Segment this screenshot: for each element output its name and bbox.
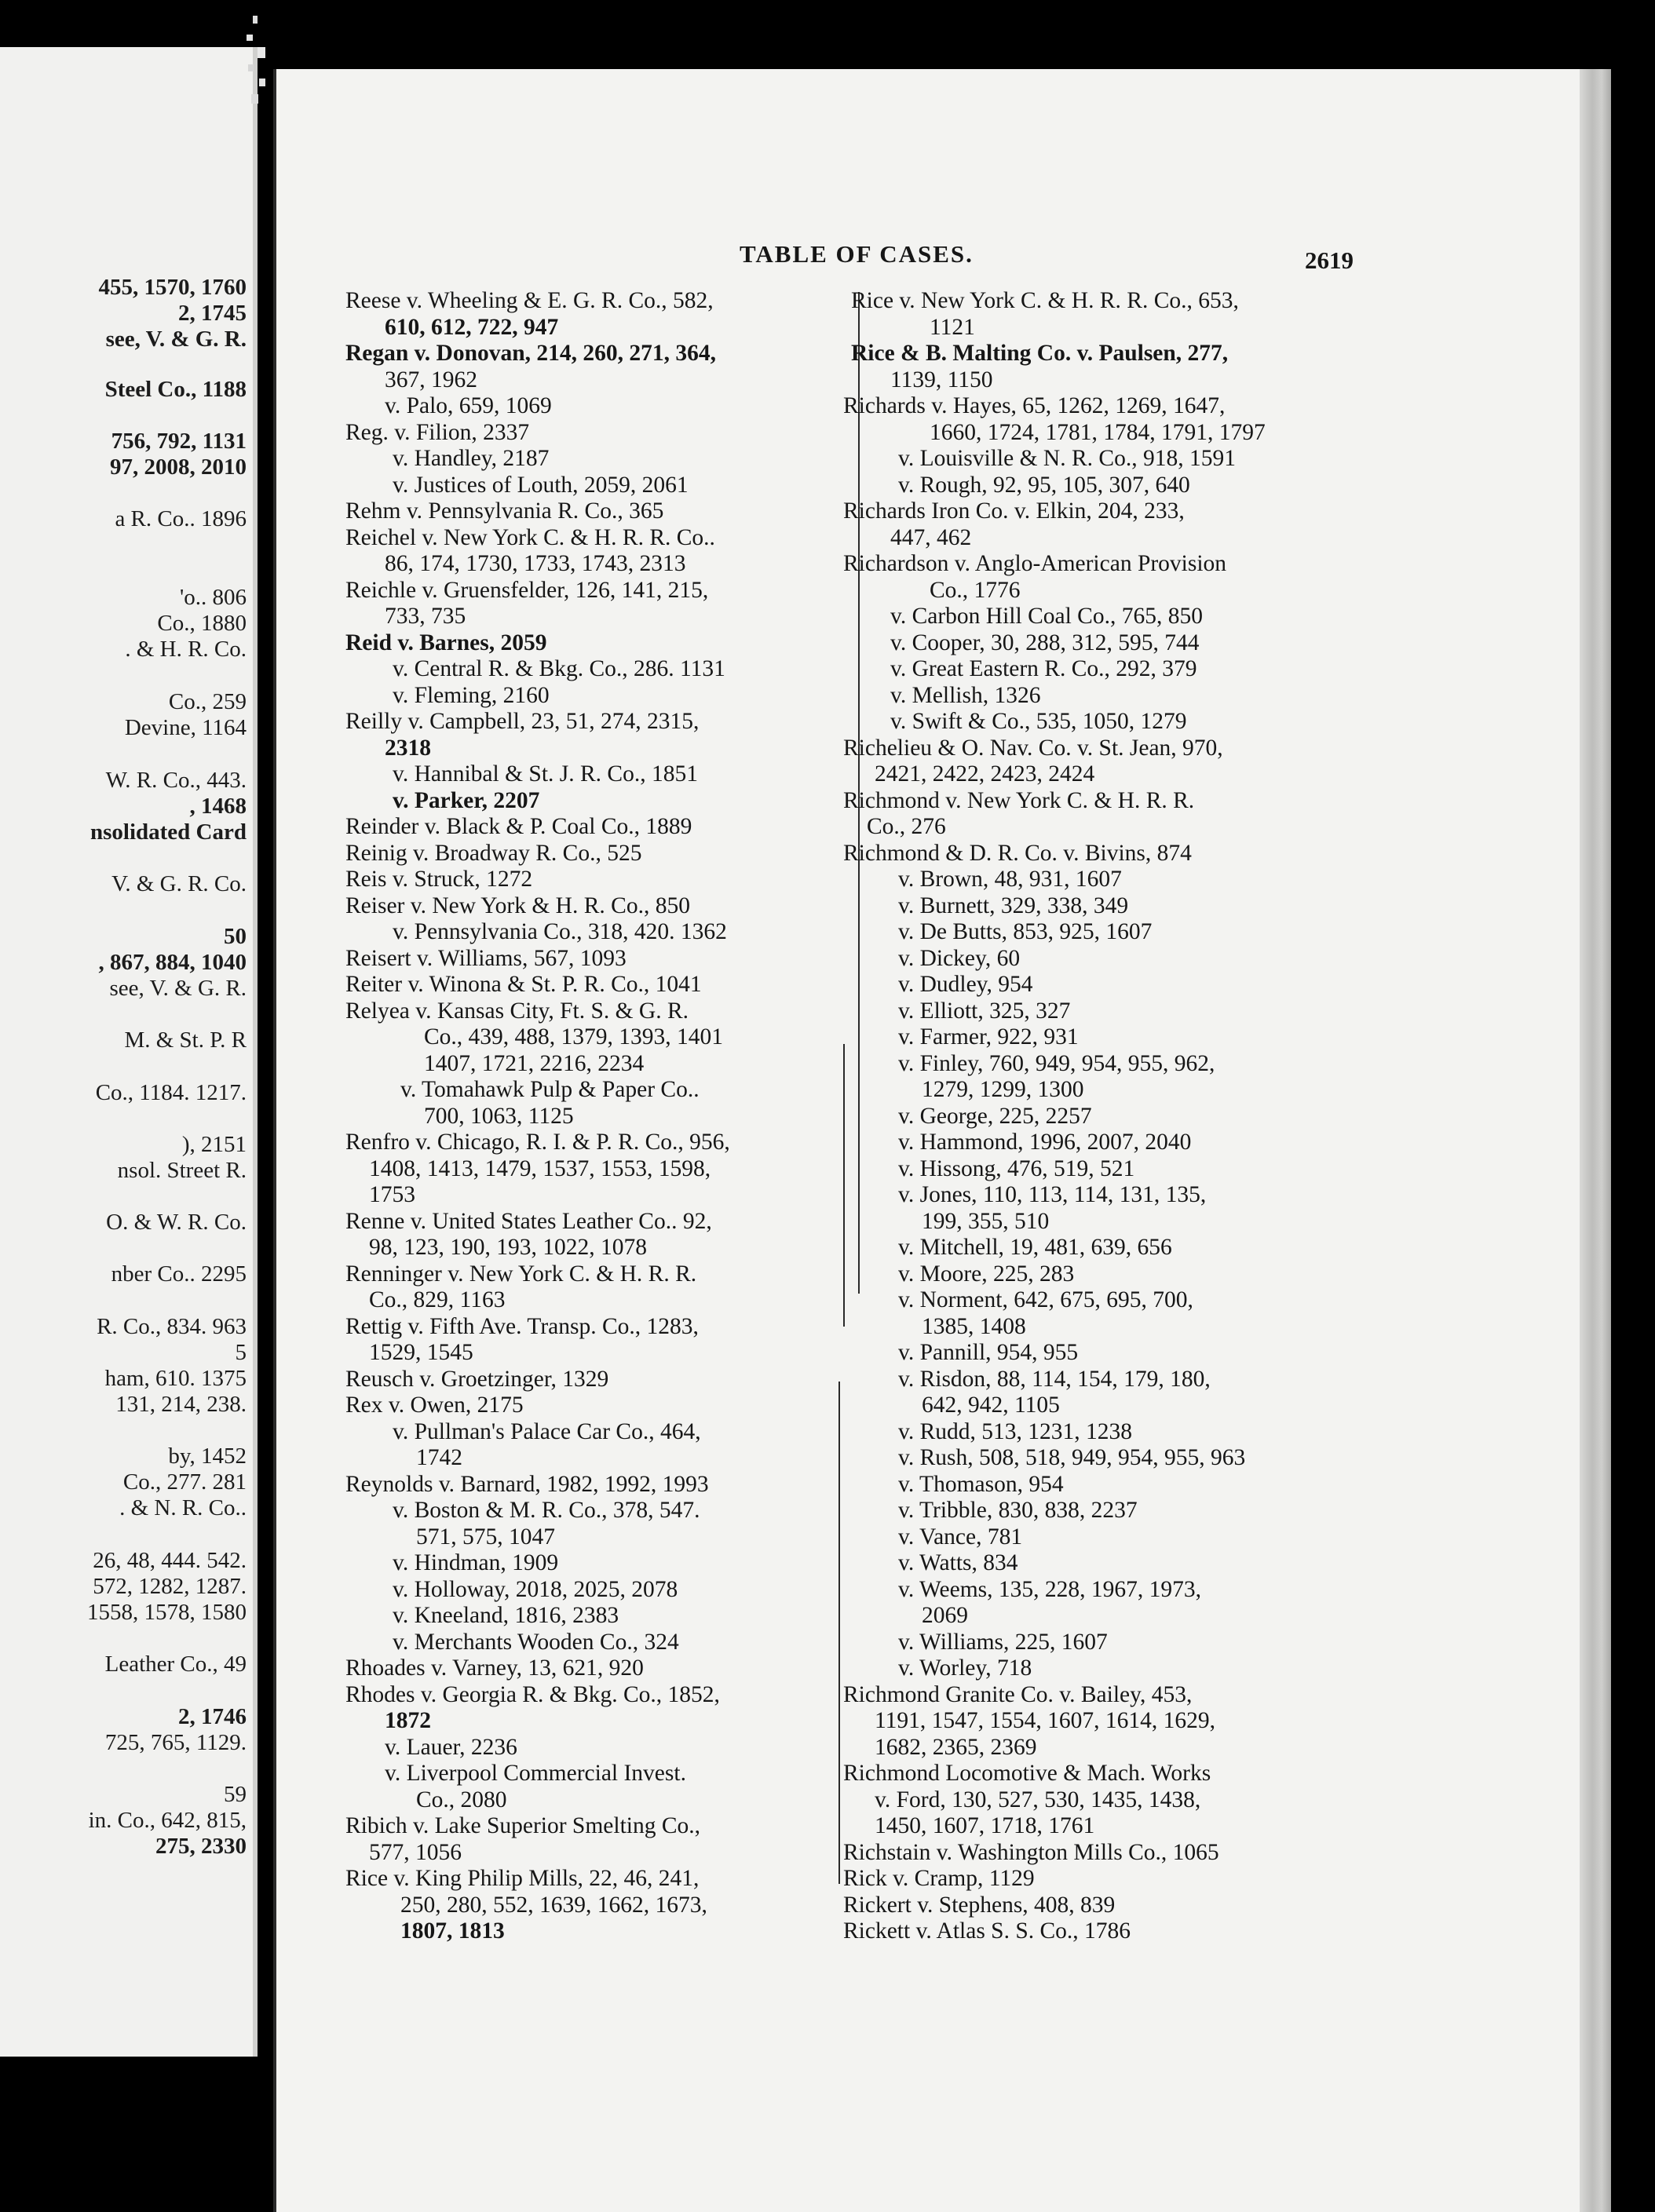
facing-page-line: Co., 259 [168,689,247,714]
case-index-line: Rhoades v. Varney, 13, 621, 920 [345,1655,644,1681]
facing-page-line: 2, 1745 [178,301,247,326]
facing-page-line: nber Co.. 2295 [111,1261,247,1287]
case-index-line: v. Norment, 642, 675, 695, 700, [898,1287,1193,1312]
case-index-line: Reichle v. Gruensfelder, 126, 141, 215, [345,577,709,603]
case-index-line: 571, 575, 1047 [416,1524,555,1549]
case-index-line: Rice v. New York C. & H. R. R. Co., 653, [851,288,1239,313]
case-index-line: 447, 462 [890,524,972,550]
case-index-line: 1529, 1545 [369,1340,473,1365]
facing-page-line: V. & G. R. Co. [111,871,247,896]
case-index-line: Reynolds v. Barnard, 1982, 1992, 1993 [345,1471,709,1497]
case-index-line: Reg. v. Filion, 2337 [345,419,530,445]
case-index-line: v. Lauer, 2236 [385,1734,517,1760]
case-index-line: 1279, 1299, 1300 [922,1077,1084,1102]
case-index-line: Rice & B. Malting Co. v. Paulsen, 277, [851,341,1229,366]
case-index-line: v. Rough, 92, 95, 105, 307, 640 [898,472,1190,498]
facing-page-line: 97, 2008, 2010 [110,454,247,480]
case-index-line: Ribich v. Lake Superior Smelting Co., [345,1813,701,1838]
case-index-line: v. Thomason, 954 [898,1471,1064,1497]
case-index-line: Co., 276 [867,814,946,839]
case-index-line: 610, 612, 722, 947 [385,314,559,340]
case-index-line: v. Rudd, 513, 1231, 1238 [898,1418,1133,1444]
case-index-line: v. Williams, 225, 1607 [898,1629,1108,1655]
case-index-line: v. Parker, 2207 [393,787,540,813]
case-index-line: Rettig v. Fifth Ave. Transp. Co., 1283, [345,1313,699,1339]
case-index-line: v. Burnett, 329, 338, 349 [898,892,1129,918]
facing-page-line: 5 [235,1340,247,1365]
facing-page-fragment [0,47,258,2057]
case-index-line: v. Vance, 781 [898,1524,1023,1549]
case-index-line: v. Great Eastern R. Co., 292, 379 [890,656,1197,681]
case-index-line: 577, 1056 [369,1839,462,1865]
case-index-line: v. Moore, 225, 283 [898,1261,1075,1287]
facing-page-line: Steel Co., 1188 [104,377,247,402]
facing-page-line: 50 [224,924,247,949]
case-index-line: Co., 829, 1163 [369,1287,506,1312]
case-index-line: Reilly v. Campbell, 23, 51, 274, 2315, [345,709,700,734]
facing-page-line: in. Co., 642, 815, [88,1808,247,1833]
case-index-line: Rickert v. Stephens, 408, 839 [843,1892,1116,1918]
case-index-line: v. Weems, 135, 228, 1967, 1973, [898,1576,1202,1602]
case-index-line: 1385, 1408 [922,1313,1026,1339]
case-index-line: v. Elliott, 325, 327 [898,998,1071,1024]
case-index-line: Reinig v. Broadway R. Co., 525 [345,840,642,866]
case-index-line: v. Mitchell, 19, 481, 639, 656 [898,1235,1172,1260]
facing-page-line: M. & St. P. R [124,1028,247,1053]
case-index-line: v. Rush, 508, 518, 949, 954, 955, 963 [898,1445,1246,1470]
facing-page-line: . & H. R. Co. [125,637,247,662]
case-index-line: v. Cooper, 30, 288, 312, 595, 744 [890,630,1200,655]
case-index-line: Reis v. Struck, 1272 [345,867,533,892]
case-index-line: 2318 [385,735,431,761]
case-index-line: v. Mellish, 1326 [890,682,1041,708]
case-index-line: v. Holloway, 2018, 2025, 2078 [393,1576,678,1602]
case-index-line: v. Hannibal & St. J. R. Co., 1851 [393,761,698,787]
case-index-line: Regan v. Donovan, 214, 260, 271, 364, [345,341,717,366]
case-index-line: v. Carbon Hill Coal Co., 765, 850 [890,604,1203,629]
case-index-line: v. Handley, 2187 [393,446,550,471]
case-index-line: Rex v. Owen, 2175 [345,1393,524,1418]
case-index-line: v. Brown, 48, 931, 1607 [898,867,1122,892]
case-index-line: 250, 280, 552, 1639, 1662, 1673, [400,1892,707,1918]
case-index-line: v. Finley, 760, 949, 954, 955, 962, [898,1050,1215,1076]
case-index-line: Rick v. Cramp, 1129 [843,1866,1035,1891]
case-index-line: Reusch v. Groetzinger, 1329 [345,1366,609,1392]
case-index-line: v. Dudley, 954 [898,972,1033,997]
case-index-line: 733, 735 [385,604,466,629]
case-index-line: v. Jones, 110, 113, 114, 131, 135, [898,1182,1207,1207]
case-index-line: v. George, 225, 2257 [898,1103,1092,1129]
facing-page-line: , 1468 [189,794,247,819]
case-index-line: 1682, 2365, 2369 [875,1734,1037,1760]
case-index-line: 98, 123, 190, 193, 1022, 1078 [369,1235,647,1260]
facing-page-line: 26, 48, 444. 542. [93,1548,247,1573]
running-head-title: TABLE OF CASES. [740,240,974,268]
case-index-line: v. Louisville & N. R. Co., 918, 1591 [898,446,1236,471]
binding-speckle-marks [243,16,275,118]
case-index-line: Co., 2080 [416,1787,507,1812]
case-index-line: Richmond & D. R. Co. v. Bivins, 874 [843,840,1192,866]
case-index-line: v. Boston & M. R. Co., 378, 547. [393,1498,700,1523]
case-index-line: v. Liverpool Commercial Invest. [385,1761,686,1786]
case-index-line: Rickett v. Atlas S. S. Co., 1786 [843,1918,1131,1944]
case-index-line: v. Tribble, 830, 838, 2237 [898,1498,1138,1523]
case-index-line: Reiser v. New York & H. R. Co., 850 [345,892,690,918]
facing-page-line: nsolidated Card [90,819,247,845]
case-index-line: Richmond v. New York C. & H. R. R. [843,787,1195,813]
facing-page-line: 275, 2330 [155,1834,247,1859]
case-index-line: v. De Butts, 853, 925, 1607 [898,919,1153,944]
case-index-line: 1121 [930,314,975,340]
case-index-line: 1139, 1150 [890,367,993,392]
case-index-line: v. Merchants Wooden Co., 324 [393,1629,679,1655]
case-index-line: Richstain v. Washington Mills Co., 1065 [843,1839,1219,1865]
case-index-line: 700, 1063, 1125 [424,1103,574,1129]
case-index-line: 1660, 1724, 1781, 1784, 1791, 1797 [930,419,1266,445]
facing-page-line: 2, 1746 [178,1704,247,1729]
facing-page-line: ), 2151 [181,1132,247,1157]
case-index-line: Co., 1776 [930,577,1021,603]
facing-page-line: 'o.. 806 [180,585,247,610]
case-index-line: 642, 942, 1105 [922,1393,1060,1418]
case-index-line: 1191, 1547, 1554, 1607, 1614, 1629, [875,1708,1216,1733]
case-index-line: v. Central R. & Bkg. Co., 286. 1131 [393,656,725,681]
case-index-line: Richards v. Hayes, 65, 1262, 1269, 1647, [843,393,1226,418]
case-index-line: v. Pullman's Palace Car Co., 464, [393,1418,701,1444]
case-index-line: 2421, 2422, 2423, 2424 [875,761,1095,787]
facing-page-line: nsol. Street R. [117,1158,247,1183]
facing-page-line: Co., 1184. 1217. [95,1080,247,1105]
case-index-line: Reid v. Barnes, 2059 [345,630,547,655]
case-index-line: v. Swift & Co., 535, 1050, 1279 [890,709,1187,734]
case-index-line: 1407, 1721, 2216, 2234 [424,1050,645,1076]
case-index-line: Richardson v. Anglo-American Provision [843,551,1227,576]
case-index-line: 2069 [922,1603,968,1628]
facing-page-line: 572, 1282, 1287. [93,1574,247,1599]
case-index-line: v. Kneeland, 1816, 2383 [393,1603,619,1628]
facing-page-line: Co., 277. 281 [122,1469,247,1495]
case-index-line: v. Tomahawk Pulp & Paper Co.. [400,1077,700,1102]
facing-page-line: 131, 214, 238. [115,1392,247,1417]
case-index-line: v. Justices of Louth, 2059, 2061 [393,472,689,498]
case-index-line: 1742 [416,1445,462,1470]
facing-page-line: 1558, 1578, 1580 [87,1600,247,1625]
facing-page-line: , 867, 884, 1040 [98,950,247,975]
case-index-line: v. Pennsylvania Co., 318, 420. 1362 [393,919,727,944]
case-index-line: v. Hammond, 1996, 2007, 2040 [898,1130,1192,1155]
facing-page-line: Co., 1880 [157,611,247,636]
case-index-line: Renne v. United States Leather Co.. 92, [345,1208,712,1234]
case-index-line: v. Palo, 659, 1069 [385,393,552,418]
facing-page-line: Leather Co., 49 [104,1652,247,1677]
case-index-line: Reinder v. Black & P. Coal Co., 1889 [345,814,692,839]
facing-page-line: Devine, 1164 [124,715,247,740]
case-index-line: v. Fleming, 2160 [393,682,550,708]
facing-page-line: see, V. & G. R. [105,327,247,352]
case-index-line: Renninger v. New York C. & H. R. R. [345,1261,697,1287]
case-index-line: Reese v. Wheeling & E. G. R. Co., 582, [345,288,714,313]
case-index-line: Reiter v. Winona & St. P. R. Co., 1041 [345,972,702,997]
case-index-line: Rice v. King Philip Mills, 22, 46, 241, [345,1866,700,1891]
case-index-line: v. Dickey, 60 [898,945,1021,971]
page-edge-shadow [1580,69,1611,2212]
case-index-line: Richards Iron Co. v. Elkin, 204, 233, [843,498,1185,524]
case-index-line: v. Risdon, 88, 114, 154, 179, 180, [898,1366,1211,1392]
facing-page-line: 59 [224,1782,247,1807]
case-index-line: v. Ford, 130, 527, 530, 1435, 1438, [875,1787,1201,1812]
facing-page-line: . & N. R. Co.. [119,1495,247,1520]
facing-page-line: O. & W. R. Co. [106,1210,247,1235]
page-number: 2619 [1305,246,1354,274]
case-index-line: v. Worley, 718 [898,1655,1032,1681]
case-index-line: v. Pannill, 954, 955 [898,1340,1079,1365]
facing-page-line: ham, 610. 1375 [104,1366,247,1391]
case-index-line: Reichel v. New York C. & H. R. R. Co.. [345,524,715,550]
facing-page-line: by, 1452 [168,1444,247,1469]
case-index-line: 199, 355, 510 [922,1208,1050,1234]
case-index-line: 1753 [369,1182,415,1207]
case-index-line: Rehm v. Pennsylvania R. Co., 365 [345,498,664,524]
case-index-line: 86, 174, 1730, 1733, 1743, 2313 [385,551,686,576]
case-index-line: Reisert v. Williams, 567, 1093 [345,945,627,971]
case-index-line: 1872 [385,1708,431,1733]
facing-page-line: see, V. & G. R. [109,976,247,1001]
facing-page-line: 756, 792, 1131 [111,429,247,454]
case-index-line: Relyea v. Kansas City, Ft. S. & G. R. [345,998,689,1024]
case-index-line: v. Farmer, 922, 931 [898,1024,1079,1049]
case-index-line: Richmond Locomotive & Mach. Works [843,1761,1211,1786]
case-index-line: Richelieu & O. Nav. Co. v. St. Jean, 970, [843,735,1223,761]
case-index-line: 1807, 1813 [400,1918,505,1944]
facing-page-line: a R. Co.. 1896 [115,506,247,531]
index-column-right [843,288,1365,1945]
case-index-line: v. Hindman, 1909 [393,1550,559,1575]
case-index-line: Rhodes v. Georgia R. & Bkg. Co., 1852, [345,1681,720,1707]
case-index-line: Co., 439, 488, 1379, 1393, 1401 [424,1024,724,1049]
index-column-left [345,288,845,1945]
case-index-line: v. Hissong, 476, 519, 521 [898,1155,1135,1181]
facing-page-line: W. R. Co., 443. [105,768,247,793]
case-index-line: v. Watts, 834 [898,1550,1018,1575]
facing-page-line: 725, 765, 1129. [104,1730,247,1755]
facing-page-line: R. Co., 834. 963 [97,1314,247,1339]
case-index-line: 367, 1962 [385,367,477,392]
case-index-line: 1408, 1413, 1479, 1537, 1553, 1598, [369,1155,711,1181]
facing-page-line: 455, 1570, 1760 [98,275,247,300]
case-index-line: 1450, 1607, 1718, 1761 [875,1813,1095,1838]
case-index-line: Renfro v. Chicago, R. I. & P. R. Co., 956, [345,1130,730,1155]
case-index-line: Richmond Granite Co. v. Bailey, 453, [843,1681,1193,1707]
